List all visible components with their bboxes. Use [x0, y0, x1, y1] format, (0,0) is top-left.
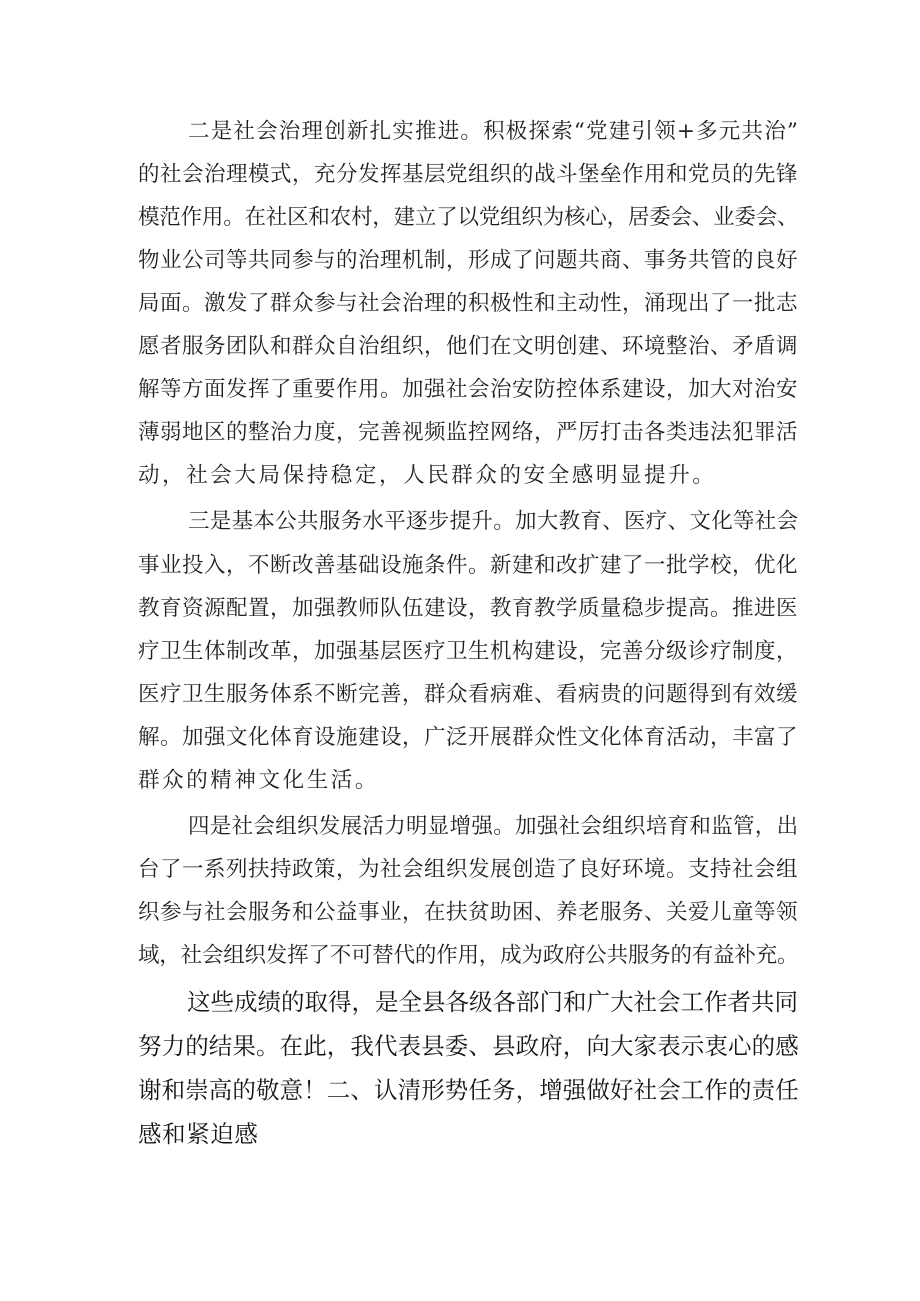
text-line: 薄弱地区的整治力度，完善视频监控网络，严厉打击各类违法犯罪活: [138, 420, 799, 445]
text-line: 动，社会大局保持稳定，人民群众的安全感明显提升。: [138, 463, 717, 488]
text-line: 台了一系列扶持政策，为社会组织发展创造了良好环境。支持社会组: [138, 857, 799, 882]
text-line: 局面。激发了群众参与社会治理的积极性和主动性，涌现出了一批志: [138, 291, 799, 316]
text-line: 四是社会组织发展活力明显增强。加强社会组织培育和监管，出: [188, 814, 799, 839]
text-line: 三是基本公共服务水平逐步提升。加大教育、医疗、文化等社会: [188, 509, 799, 534]
text-line: 群众的精神文化生活。: [138, 768, 380, 793]
text-line: 织参与社会服务和公益事业，在扶贫助困、养老服务、关爱儿童等领: [138, 900, 799, 925]
text-line: 模范作用。在社区和农村，建立了以党组织为核心，居委会、业委会、: [138, 205, 799, 230]
text-line: 愿者服务团队和群众自治组织，他们在文明创建、环境整治、矛盾调: [138, 334, 799, 359]
text-line: 事业投入，不断改善基础设施条件。新建和改扩建了一批学校，优化: [138, 553, 799, 578]
text-line: 努力的结果。在此，我代表县委、县政府，向大家表示衷心的感: [138, 1032, 799, 1060]
text-line: 物业公司等共同参与的治理机制，形成了问题共商、事务共管的良好: [138, 248, 799, 273]
text-line: 解。加强文化体育设施建设，广泛开展群众性文化体育活动，丰富了: [138, 725, 799, 750]
text-line: 感和紧迫感: [138, 1120, 259, 1148]
text-line: 解等方面发挥了重要作用。加强社会治安防控体系建设，加大对治安: [138, 377, 799, 402]
text-line: 的社会治理模式，充分发挥基层党组织的战斗堡垒作用和党员的先锋: [138, 162, 799, 187]
text-line: 教育资源配置，加强教师队伍建设，教育教学质量稳步提高。推进医: [138, 596, 799, 621]
text-line: 谢和崇高的敬意！二、认清形势任务，增强做好社会工作的责任: [138, 1076, 799, 1104]
text-line: 二是社会治理创新扎实推进。积极探索“党建引领+多元共治”: [188, 119, 800, 144]
text-line: 域，社会组织发挥了不可替代的作用，成为政府公共服务的有益补充。: [138, 943, 799, 968]
text-line: 疗卫生体制改革，加强基层医疗卫生机构建设，完善分级诊疗制度，: [138, 639, 799, 664]
text-line: 医疗卫生服务体系不断完善，群众看病难、看病贵的问题得到有效缓: [138, 682, 799, 707]
text-line: 这些成绩的取得，是全县各级各部门和广大社会工作者共同: [187, 988, 798, 1016]
